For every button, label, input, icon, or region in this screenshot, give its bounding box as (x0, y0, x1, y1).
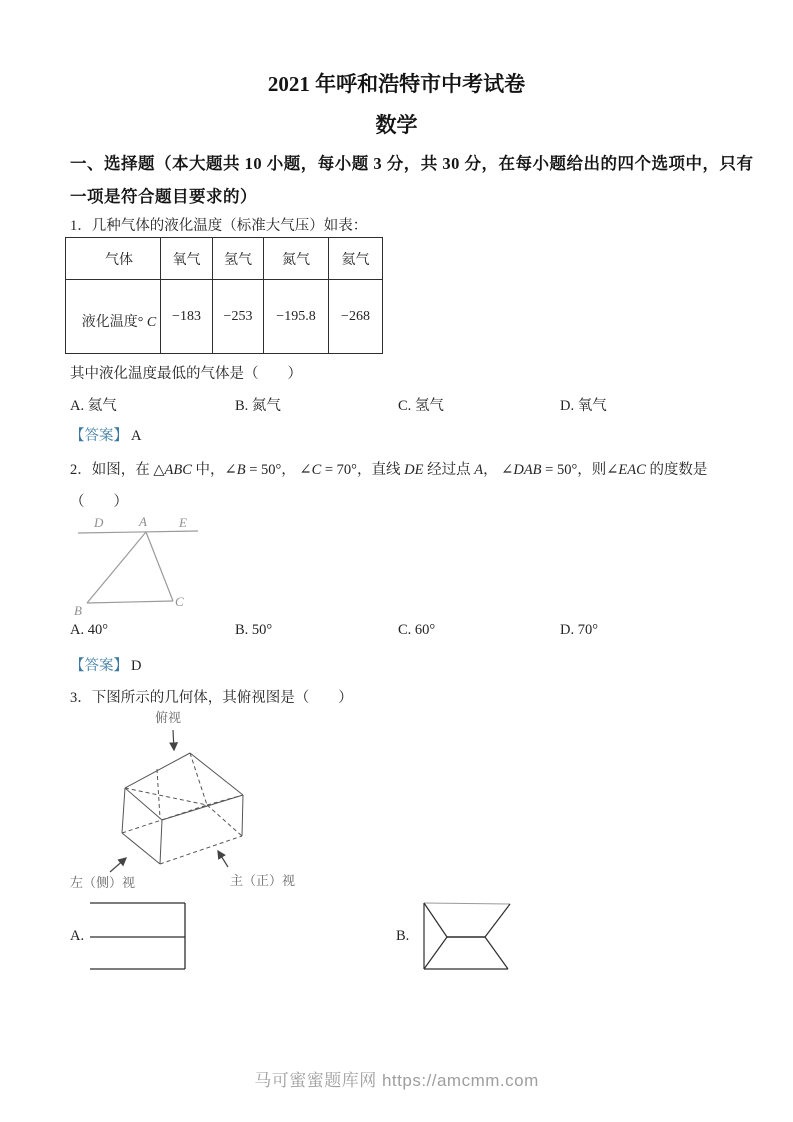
table-cell-helium: 氦气 (329, 238, 383, 280)
table-cell-hydrogen: 氢气 (213, 238, 264, 280)
top-view-arrow-icon (173, 730, 174, 750)
q2-stem-seg: 经过点 (423, 462, 475, 478)
q2-stem-seg: EAC (618, 462, 646, 478)
table-header-row (66, 238, 383, 280)
subject-title: 数学 (375, 113, 418, 137)
q2-stem-seg: B (236, 462, 246, 478)
table-cell-value-oxygen: −183 (161, 280, 213, 354)
q2-stem-seg: 的度数是 (645, 462, 708, 478)
table-cell-gas: 气体 (66, 238, 161, 280)
q3-option-b-figure (420, 898, 515, 974)
q3-stem: 3．下图所示的几何体，其俯视图是（ ） (70, 690, 353, 706)
section-heading-line2: 一项是符合题目要求的） (70, 187, 257, 206)
q2-option-c: C. 60° (398, 622, 436, 638)
section-heading-line1: 一、选择题（本大题共 10 小题，每小题 3 分，共 30 分，在每小题给出的四个选项中，只有 (70, 154, 754, 173)
solid-visible-edges (122, 753, 243, 864)
table-cell-nitrogen: 氮气 (264, 238, 329, 280)
point-label-D: D (94, 515, 104, 530)
option-b-lines (424, 903, 510, 969)
table-cell-oxygen: 氧气 (161, 238, 213, 280)
q2-stem-line2: （ ） (70, 494, 128, 510)
q2-stem-seg: A (474, 462, 484, 478)
q1-answer-label: 【答案】 (70, 428, 128, 444)
q2-answer-label: 【答案】 (70, 658, 128, 674)
q1-stem: 1．几种气体的液化温度（标准大气压）如表： (70, 218, 368, 234)
top-view-label: 俯视 (155, 710, 182, 725)
q1-answer (70, 424, 141, 445)
q2-stem-seg: = 50°，则∠ (541, 462, 619, 478)
site-watermark: 马可蜜蜜题库网 https://amcmm.com (254, 1071, 539, 1090)
table-cell-value-helium: −268 (329, 280, 383, 354)
q2-stem-seg: ， ∠ (483, 462, 514, 478)
table-cell-value-nitrogen: −195.8 (264, 280, 329, 354)
point-label-A: A (139, 515, 147, 529)
liquefaction-label-var: C (146, 315, 157, 330)
q2-stem-seg: 中，∠ (191, 462, 237, 478)
q2-option-d: D. 70° (560, 622, 599, 638)
q3-option-b-label: B. (396, 928, 410, 944)
point-label-C: C (175, 594, 184, 609)
q2-stem-seg: = 50°， ∠ (245, 462, 312, 478)
table-value-row (66, 280, 383, 354)
q2-figure (68, 515, 228, 630)
q1-answer-value: A (131, 428, 142, 444)
q3-option-a-label: A. (70, 928, 85, 944)
point-label-E: E (179, 515, 187, 530)
line-AB (87, 532, 146, 603)
q1-gas-table (65, 237, 383, 354)
page-title: 2021 年呼和浩特市中考试卷 (267, 72, 526, 96)
option-b-top-edge (424, 903, 510, 904)
front-view-arrow-icon (218, 851, 228, 867)
line-DE (78, 531, 198, 533)
q3-figure (60, 700, 340, 900)
option-a-lines (90, 903, 185, 969)
q2-stem-seg: ABC (164, 462, 192, 478)
q2-option-a: A. 40° (70, 622, 109, 638)
q2-stem-seg: 2．如图，在 △ (70, 462, 165, 478)
line-AC (146, 532, 173, 601)
left-view-label: 左（侧）视 (70, 875, 136, 890)
q2-option-b: B. 50° (235, 622, 273, 638)
front-view-label: 主（正）视 (230, 873, 296, 888)
table-cell-liquefaction-label (66, 280, 161, 354)
q2-stem-seg: DE (404, 462, 424, 478)
q2-stem-seg: = 70°，直线 (321, 462, 405, 478)
left-view-arrow-icon (110, 858, 126, 872)
q2-stem (70, 458, 750, 479)
liquefaction-label-text: 液化温度° (81, 315, 144, 330)
q1-stem2: 其中液化温度最低的气体是（ ） (70, 366, 302, 382)
q1-option-b: B. 氮气 (235, 398, 281, 414)
q1-option-c: C. 氢气 (398, 398, 444, 414)
q1-option-d: D. 氧气 (560, 398, 607, 414)
q2-stem-seg: C (311, 462, 322, 478)
q3-option-a-figure (88, 900, 193, 972)
table-cell-value-hydrogen: −253 (213, 280, 264, 354)
q1-option-a: A. 氦气 (70, 398, 117, 414)
q2-answer (70, 654, 141, 675)
line-BC (87, 601, 173, 603)
q2-answer-value: D (131, 658, 142, 674)
point-label-B: B (74, 603, 82, 618)
q2-stem-seg: DAB (513, 462, 542, 478)
q2-figure-lines (78, 531, 198, 603)
